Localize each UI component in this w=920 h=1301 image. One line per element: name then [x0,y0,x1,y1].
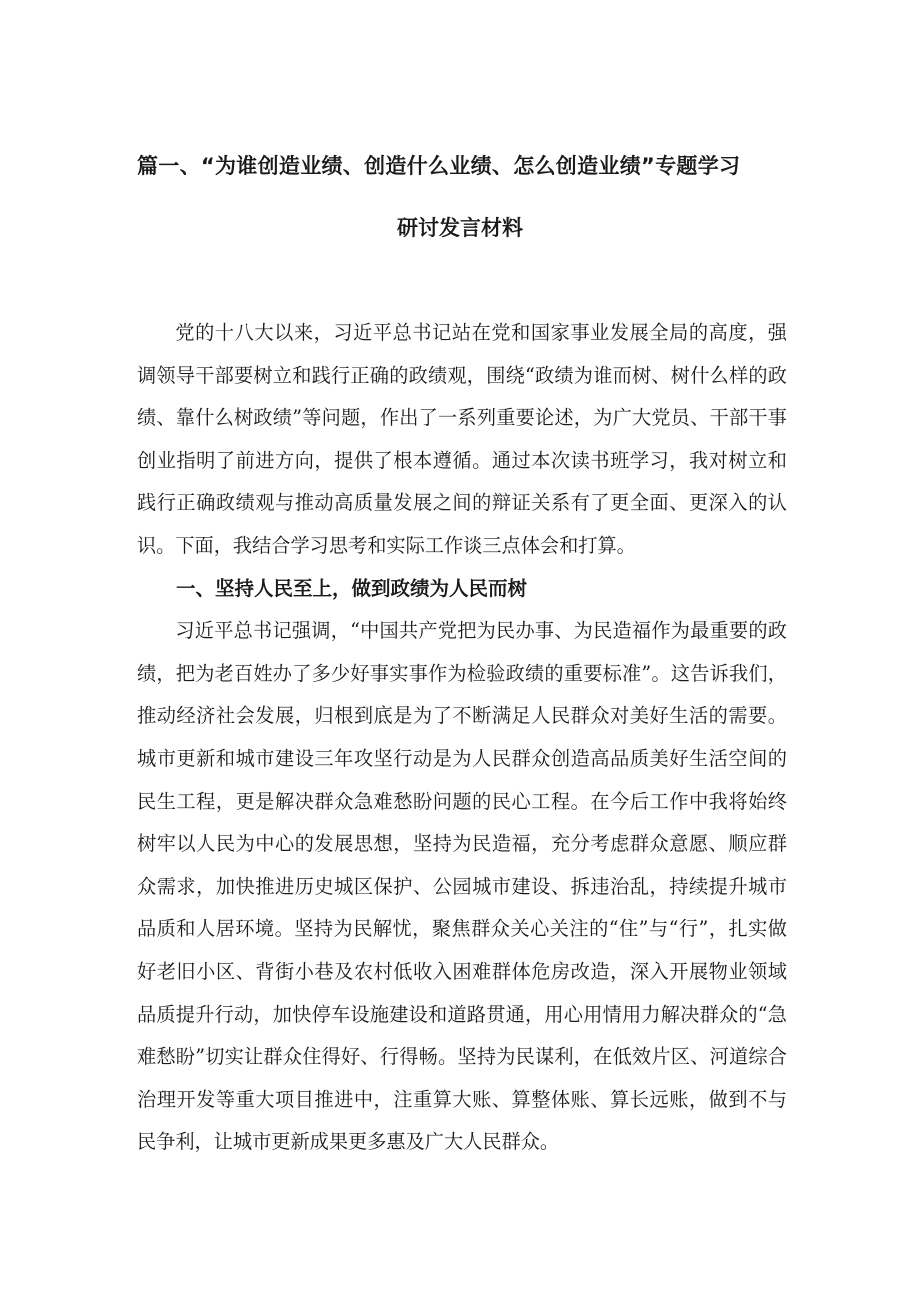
section-heading: 一、坚持人民至上，做到政绩为人民而树 [176,576,528,600]
intro-paragraph: 党的十八大以来，习近平总书记站在党和国家事业发展全局的高度，强调领导干部要树立和践行正确的政绩观，围绕“政绩为谁而树、树什么样的政绩、靠什么树政绩”等问题，作出了一系列重要论述，为广大党员、干部干事创业指明了前进方向，提供了根本遵循。通过本次读书班学习，我对树立和践行正确政绩观与推动高质量发展之间的辩证关系有了更全面、更深入的认识。下面，我结合学习思考和实际工作谈三点体会和打算。 [137,321,787,557]
document-body [137,312,787,1164]
section-paragraph: 习近平总书记强调，“中国共产党把为民办事、为民造福作为最重要的政绩，把为老百姓办了多少好事实事作为检验政绩的重要标准”。这告诉我们，推动经济社会发展，归根到底是为了不断满足人民群众对美好生活的需要。城市更新和城市建设三年攻坚行动是为人民群众创造高品质美好生活空间的民生工程，更是解决群众急难愁盼问题的民心工程。在今后工作中我将始终树牢以人民为中心的发展思想，坚持为民造福，充分考虑群众意愿、顺应群众需求，加快推进历史城区保护、公园城市建设、拆违治乱，持续提升城市品质和人居环境。坚持为民解忧，聚焦群众关心关注的“住”与“行”，扎实做好老旧小区、背街小巷及农村低收入困难群体危房改造，深入开展物业领域品质提升行动，加快停车设施建设和道路贯通，用心用情用力解决群众的“急难愁盼”切实让群众住得好、行得畅。坚持为民谋利，在低效片区、河道综合治理开发等重大项目推进中，注重算大账、算整体账、算长远账，做到不与民争利，让城市更新成果更多惠及广大人民群众。 [137,619,787,1154]
document-title: 篇一、“为谁创造业绩、创造什么业绩、怎么创造业绩”专题学习 [137,154,741,178]
document-subtitle: 研讨发言材料 [397,216,523,240]
